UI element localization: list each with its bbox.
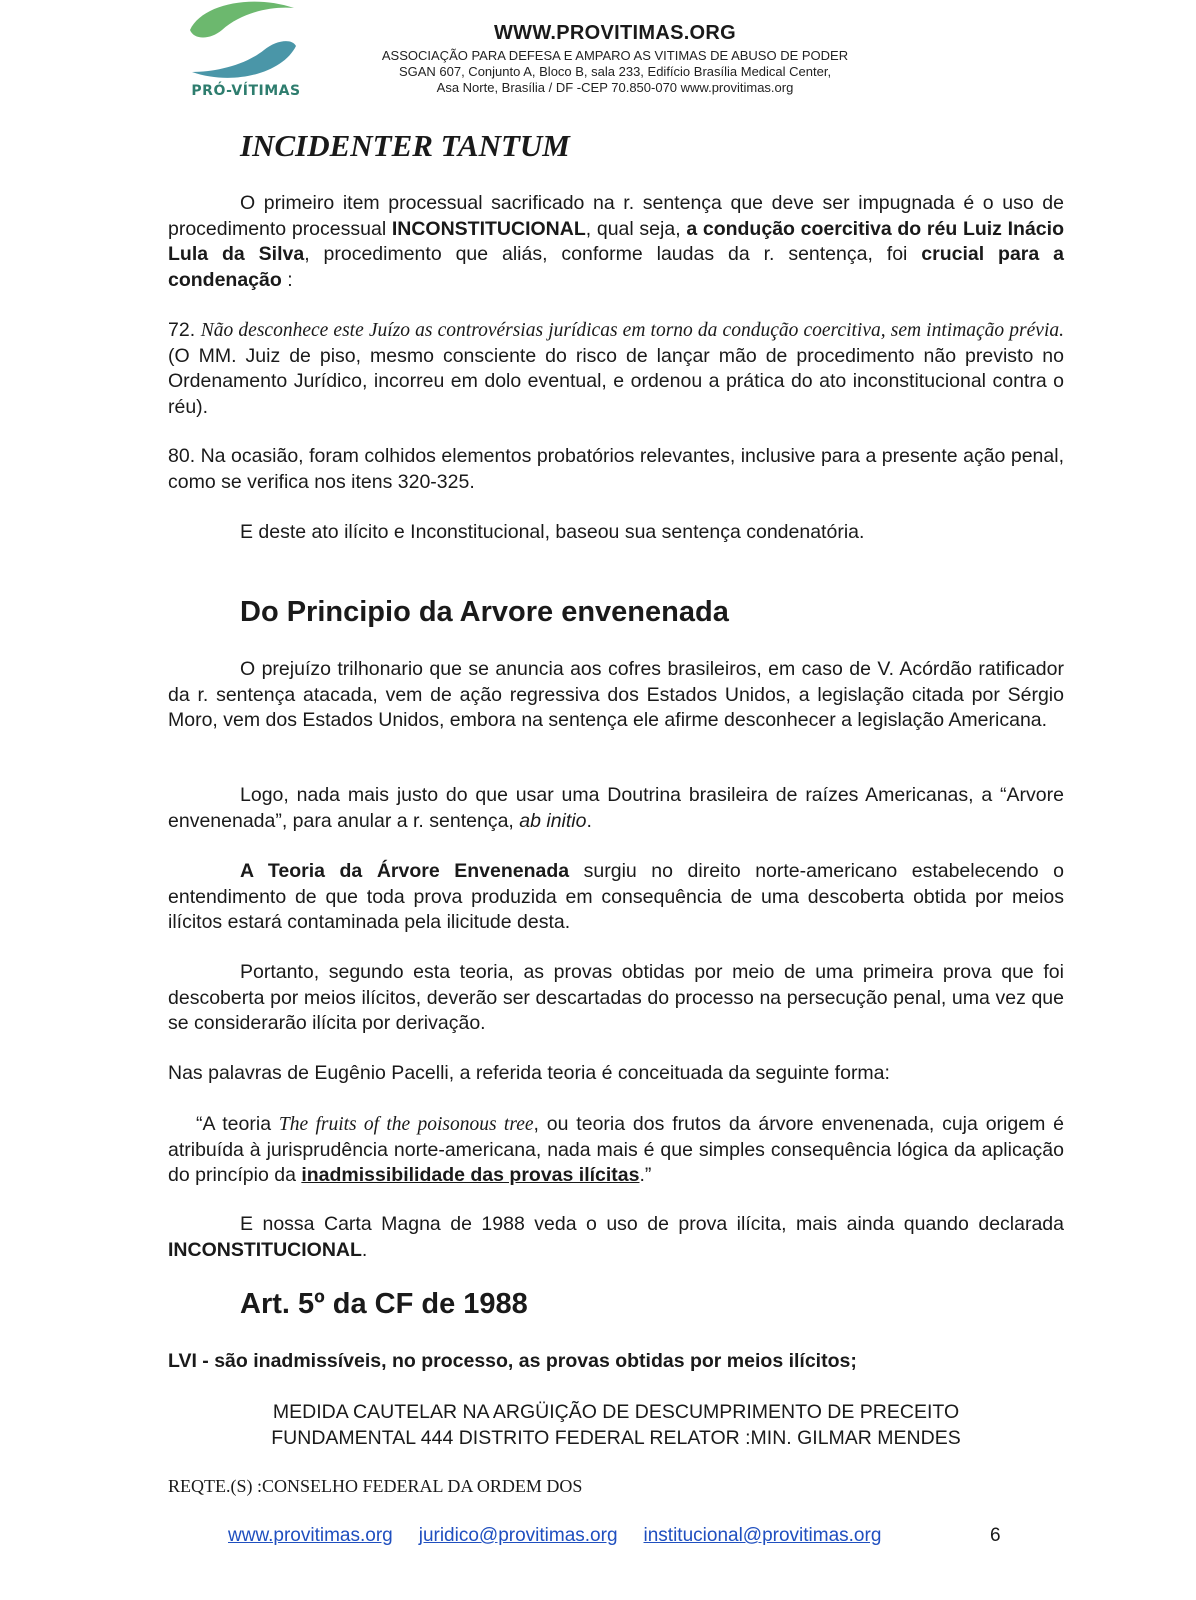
quoted-text: Não desconhece este Juízo as controvérsias jurídicas em torno da condução coercitiva, sem intimação prévia. xyxy=(200,320,1064,341)
text: E nossa Carta Magna de 1988 veda o uso de prova ilícita, mais ainda quando declarada xyxy=(240,1213,1064,1235)
text: , procedimento que aliás, conforme laudas da r. sentença, foi xyxy=(304,243,922,265)
text: : xyxy=(281,268,293,291)
text: , ou teoria dos frutos da árvore envenenada, cuja origem é atribuída à jurisprudência norte-americana, nada mais é que simples consequência lógica da aplicação do princípio da xyxy=(168,1113,1064,1186)
paragraph-logo xyxy=(168,783,1064,834)
logo xyxy=(178,0,308,104)
logo-text: PRÓ-VÍTIMAS xyxy=(191,83,301,99)
reqte-line: REQTE.(S) :CONSELHO FEDERAL DA ORDEM DOS xyxy=(168,1476,583,1496)
section-heading-arvore: Do Principio da Arvore envenenada xyxy=(240,596,729,628)
section-heading-art5: Art. 5º da CF de 1988 xyxy=(240,1288,528,1320)
paragraph-carta-magna xyxy=(168,1212,1064,1263)
paragraph-pacelli: Nas palavras de Eugênio Pacelli, a referida teoria é conceituada da seguinte forma: xyxy=(168,1062,890,1084)
text: Logo, nada mais justo do que usar uma Doutrina brasileira de raízes Americanas, a “Arvore envenenada”, para anular a r. sentença, xyxy=(168,784,1064,832)
text: , qual seja, xyxy=(585,217,687,240)
text: . xyxy=(361,1238,368,1261)
paragraph-1 xyxy=(168,191,1064,293)
footer-link-institucional[interactable]: institucional@provitimas.org xyxy=(643,1525,882,1546)
bold-text: A Teoria da Árvore Envenenada xyxy=(240,860,570,882)
item-number: 72. xyxy=(168,319,196,341)
paragraph-portanto: Portanto, segundo esta teoria, as provas obtidas por meio de uma primeira prova que foi descoberta por meios ilícitos, deverão ser descartadas do processo na persecução penal, uma vez que se considerarão ilícita por derivação. xyxy=(168,961,1064,1034)
bold-text: INCONSTITUCIONAL xyxy=(168,1238,362,1261)
page-number: 6 xyxy=(990,1525,1001,1546)
address-line-3: Asa Norte, Brasília / DF -CEP 70.850-070 www.provitimas.org xyxy=(436,80,794,95)
paragraph-teoria xyxy=(168,859,1064,936)
bold-text: INCONSTITUCIONAL xyxy=(391,217,586,240)
hands-logo-icon xyxy=(182,0,304,84)
paragraph-quote xyxy=(168,1112,1064,1189)
text: (O MM. Juiz de piso, mesmo consciente do risco de lançar mão de procedimento não previsto no Ordenamento Jurídico, incorreu em dolo eventual, e ordenou a prática do ato inconstitucional contra o réu). xyxy=(168,344,1064,418)
footer-link-site[interactable]: www.provitimas.org xyxy=(228,1525,393,1546)
paragraph-80: 80. Na ocasião, foram colhidos elementos probatórios relevantes, inclusive para a presente ação penal, como se verifica nos itens 320-325. xyxy=(168,445,1064,493)
underlined-bold-text: inadmissibilidade das provas ilícitas xyxy=(301,1164,640,1186)
bold-text: a condução coercitiva do réu Luiz Inácio Lula da Silva xyxy=(168,217,1064,265)
medida-cautelar xyxy=(168,1400,1064,1451)
paragraph-lvi: LVI - são inadmissíveis, no processo, as provas obtidas por meios ilícitos; xyxy=(168,1350,857,1372)
address-line-2: SGAN 607, Conjunto A, Bloco B, sala 233, Edifício Brasília Medical Center, xyxy=(398,64,832,79)
medida-line-1: MEDIDA CAUTELAR NA ARGÜIÇÃO DE DESCUMPRIMENTO DE PRECEITO xyxy=(272,1401,960,1423)
italic-text: The fruits of the poisonous tree xyxy=(278,1114,534,1135)
italic-text: ab initio xyxy=(519,809,587,832)
text: . xyxy=(586,809,592,832)
text: O primeiro item processual sacrificado na r. sentença que deve ser impugnada é o uso de procedimento processual xyxy=(168,192,1064,240)
section-heading-incidenter: INCIDENTER TANTUM xyxy=(240,128,570,163)
bold-text: crucial para a condenação xyxy=(168,243,1064,291)
footer-link-juridico[interactable]: juridico@provitimas.org xyxy=(418,1525,618,1546)
medida-line-2: FUNDAMENTAL 444 DISTRITO FEDERAL RELATOR :MIN. GILMAR MENDES xyxy=(271,1426,961,1449)
paragraph-conclusion: E deste ato ilícito e Inconstitucional, baseou sua sentença condenatória. xyxy=(240,521,865,543)
paragraph-72 xyxy=(168,318,1064,420)
paragraph-prejuizo: O prejuízo trilhonario que se anuncia aos cofres brasileiros, em caso de V. Acórdão ratificador da r. sentença atacada, vem de ação regressiva dos Estados Unidos, a legislação citada por Sérgio Moro, vem dos Estados Unidos, embora na sentença ele afirme desconhecer a legislação Americana. xyxy=(168,658,1064,731)
address-line-1: ASSOCIAÇÃO PARA DEFESA E AMPARO AS VITIMAS DE ABUSO DE PODER xyxy=(381,48,849,63)
text: surgiu no direito norte-americano estabelecendo o entendimento de que toda prova produzida em consequência de uma descoberta obtida por meios ilícitos estará contaminada pela ilicitude desta. xyxy=(168,860,1064,933)
site-title: WWW.PROVITIMAS.ORG xyxy=(493,22,737,44)
text: .” xyxy=(639,1164,652,1186)
text: “A teoria xyxy=(196,1113,279,1135)
footer-links xyxy=(228,1525,907,1547)
